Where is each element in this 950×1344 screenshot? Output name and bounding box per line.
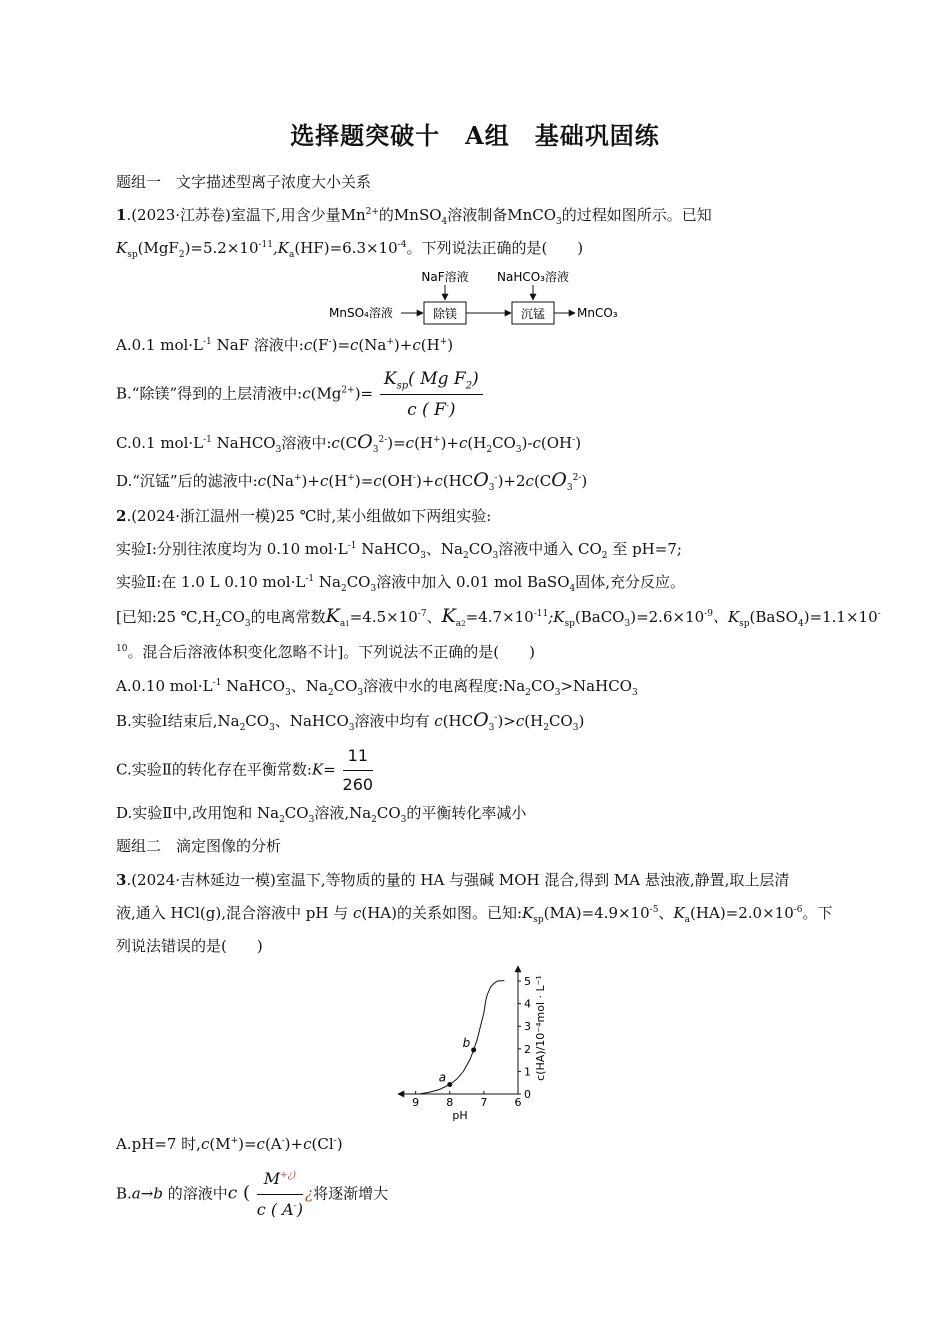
chart-x-tick-label: 7: [480, 1096, 488, 1109]
q2-experiment-2: 实验Ⅱ:在 1.0 L 0.10 $mol\cdot L^{-1}$ $Na_2CO_3$溶液中加入 0.01 mol BaSO$_4$固体,充分反应。: [116, 573, 686, 594]
chart-ylabel: c(HA)/10⁻⁴mol · L⁻¹: [534, 975, 547, 1081]
q1-option-a: A.0.1 $mol\cdot L^{-1}$ NaF 溶液中:c(F-)=c(Na+)+c(H+): [116, 336, 454, 354]
chart-x-tick-label: 8: [446, 1096, 454, 1109]
group2-heading: 题组二 滴定图像的分析: [116, 837, 282, 855]
chart-point-label-b: b: [462, 1035, 471, 1050]
q3-stem-line3: 列说法错误的是( ): [116, 937, 263, 955]
q2-stem: 2.(2024·浙江温州一模)25 ℃时,某小组做如下两组实验:: [116, 507, 492, 525]
q2-experiment-1: 实验Ⅰ:分别往浓度均为 0.10 $mol\cdot L^{-1}$ NaHCO$_3$、$Na_2CO_3$溶液中通入 $CO_2$ 至 pH=7;: [116, 540, 682, 561]
q2-known-constants: [已知:25 $℃,H_2CO_3$的电离常数$K_{a1}=4.5\times 10^{-7}$、$K_{a2}=4.7\times 10^{-11};K_{sp}(BaCO_3)=2.6\times 10^{-9}$、$K_{sp}(BaSO_4)=1.1\times 10^-$: [116, 605, 881, 629]
flow-box-demagnesium-label: 除镁: [432, 307, 458, 321]
q2-option-b: B.实验Ⅰ结束后$,Na_2CO_3$、NaHCO$_3$溶液中均有 $c(HCO_3^-)>c(H_2CO_3)$: [116, 709, 585, 733]
chart-y-tick-label: 2: [524, 1042, 531, 1056]
q3-number: 3: [116, 871, 127, 889]
group1-heading: 题组一 文字描述型离子浓度大小关系: [116, 173, 372, 191]
q2-known-continued: $^{10}$。混合后溶液体积变化忽略不计]。下列说法不正确的是( ): [116, 643, 536, 661]
chart-axes: [398, 966, 518, 1094]
q1-stem-line2: $K_{sp}(MgF_2)=5.2\times 10^{-11},K_a(HF)=6.3\times 10^{-4}$。下列说法正确的是( ): [116, 239, 584, 260]
chart-xlabel: pH: [452, 1109, 468, 1122]
q2-option-d: D.实验Ⅱ中,改用饱和 $Na_2CO_3$溶液$,Na_2CO_3$的平衡转化率减小: [116, 804, 527, 825]
chart-y-tick-label: 5: [524, 975, 531, 989]
flow-input-nahco3: NaHCO₃溶液: [497, 270, 569, 284]
q3-option-b: B.a→b 的溶液中c ( $\frac{M^{+¿)}}{c ( A^-)}$ ¿将逐渐增大: [116, 1166, 388, 1223]
q3-option-b-fraction: $\frac{M^{+¿)}}{c ( A^-)}$: [257, 1166, 303, 1223]
page-title: 选择题突破十 A组 基础巩固练: [290, 121, 660, 150]
q2-number: 2: [116, 507, 127, 525]
flow-end: MnCO₃: [577, 306, 618, 320]
q3-chart: [390, 960, 570, 1128]
q1-option-b: B.“除镁”得到的上层清液中$:c(Mg^{2+})=$ $\frac{K_{sp}( Mg F_2)}{c ( F^-)}$: [116, 366, 485, 423]
q1-stem-line1: 1.(2023·江苏卷)室温下,用含少量$Mn^{2+}$的MnSO$_4$溶液制备MnCO$_3$的过程如图所示。已知: [116, 206, 712, 227]
q3-option-a: A.pH=7 时,c(M+)=c(A-)+c(Cl-): [116, 1135, 343, 1153]
flow-start: MnSO₄溶液: [329, 306, 393, 320]
flow-input-naf: NaF溶液: [421, 270, 469, 284]
q1-option-c: C.0.1 $mol\cdot L^{-1}$ NaHCO$_3$溶液中$:c(CO_3^{2-})=c(H^+)+c(H_2CO_3)-c(OH^-)$: [116, 431, 582, 455]
q2-option-c-fraction: $\frac{11}{260}$: [342, 746, 374, 794]
chart-point-label-a: a: [438, 1070, 447, 1085]
chart-ticks: [412, 975, 531, 1109]
chart-x-tick-label: 9: [412, 1096, 420, 1109]
chart-y-tick-label: 4: [524, 997, 531, 1011]
chart-points: [439, 1036, 476, 1087]
q1-flow-diagram: [325, 266, 635, 328]
chart-y-tick-label: 1: [524, 1065, 531, 1079]
q1-number: 1: [116, 206, 127, 224]
q1-option-b-fraction: $\frac{K_{sp}( Mg F_2)}{c ( F^-)}$: [380, 366, 483, 423]
q2-option-a: A.0.10 $mol\cdot L^{-1}$ NaHCO$_3$、$Na_2CO_3$溶液中水的电离程度$:Na_2CO_3>NaHCO_3$: [116, 677, 638, 698]
chart-point-a: [447, 1082, 452, 1087]
chart-y-tick-label: 3: [524, 1020, 531, 1034]
q3-stem-line1: 3.(2024·吉林延边一模)室温下,等物质的量的 HA 与强碱 MOH 混合,得到 MA 悬浊液,静置,取上层清: [116, 871, 790, 889]
chart-point-b: [471, 1047, 476, 1052]
flow-box-manganese-label: 沉锰: [520, 307, 546, 321]
q1-option-d: D.“沉锰”后的滤液中$:c(Na^+)+c(H^+)=c(OH^-)+c(HCO_3^-)+2c(CO_3^{2-})$: [116, 469, 588, 493]
q2-option-c: C.实验Ⅱ的转化存在平衡常数:K= $\frac{11}{260}$: [116, 744, 375, 797]
chart-x-tick-label: 6: [514, 1096, 522, 1109]
q3-stem-line2: 液,通入 HCl(g),混合溶液中 pH 与 c(HA)的关系如图。已知$:K_{sp}(MA)=4.9\times 10^{-5}$、$K_a(HA)=2.0\times 10^{-6}$。下: [116, 904, 833, 925]
chart-y-tick-label: 0: [524, 1088, 531, 1101]
